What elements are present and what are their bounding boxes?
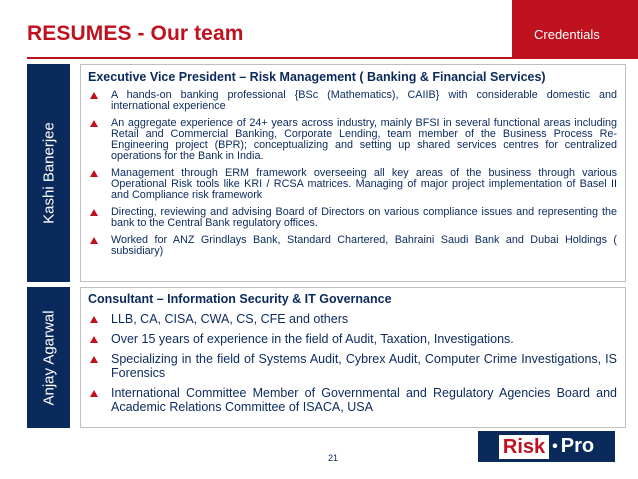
profile-role: Executive Vice President – Risk Management ( Banking & Financial Services) bbox=[88, 70, 546, 84]
page-number: 21 bbox=[328, 453, 339, 463]
list-item: A hands-on banking professional {BSc (Mathematics), CAIIB} with considerable domestic and international experience bbox=[81, 90, 617, 112]
credentials-tab: Credentials bbox=[512, 0, 638, 58]
triangle-bullet-icon bbox=[90, 316, 98, 323]
triangle-bullet-icon bbox=[90, 120, 98, 127]
logo-dot-icon: • bbox=[552, 437, 558, 455]
profile-name: Anjay Agarwal bbox=[40, 309, 57, 406]
header-divider bbox=[27, 57, 638, 59]
logo-pro: Pro bbox=[560, 435, 595, 457]
list-item: Directing, reviewing and advising Board of Directors on various compliance issues and representing the bank to the Central Bank regulatory offices. bbox=[81, 207, 617, 229]
triangle-bullet-icon bbox=[90, 390, 98, 397]
list-item: Specializing in the field of Systems Audit, Cybrex Audit, Computer Crime Investigations, IS Forensics bbox=[81, 352, 617, 380]
profile-name: Kashi Banerjee bbox=[40, 122, 57, 224]
profile-name-band bbox=[27, 64, 70, 282]
triangle-bullet-icon bbox=[90, 356, 98, 363]
triangle-bullet-icon bbox=[90, 170, 98, 177]
logo-risk: Risk bbox=[499, 435, 549, 459]
list-item: Over 15 years of experience in the field of Audit, Taxation, Investigations. bbox=[81, 332, 617, 346]
list-item: An aggregate experience of 24+ years across industry, mainly BFSI in several functional areas including Retail and Commercial Banking, Corporate Lending, team member of the Business Process Re-Engineering project (BPR); conceptualizing and setting up shared services centres for centralized operations for the Bank in India. bbox=[81, 118, 617, 162]
profile-box bbox=[80, 64, 626, 282]
triangle-bullet-icon bbox=[90, 209, 98, 216]
list-item: Worked for ANZ Grindlays Bank, Standard Chartered, Bahraini Saudi Bank and Dubai Holdings ( subsidiary) bbox=[81, 235, 617, 257]
list-item: LLB, CA, CISA, CWA, CS, CFE and others bbox=[81, 312, 617, 326]
list-item: Management through ERM framework overseeing all key areas of the business through various Operational Risk tools like KRI / RCSA matrices. Managing of major project implementation of Basel II and Compliance risk framework bbox=[81, 168, 617, 201]
bullet-list bbox=[81, 90, 625, 257]
profile-box bbox=[80, 287, 626, 428]
triangle-bullet-icon bbox=[90, 92, 98, 99]
list-item: International Committee Member of Governmental and Regulatory Agencies Board and Academic Relations Committee of ISACA, USA bbox=[81, 386, 617, 414]
company-logo bbox=[478, 431, 615, 462]
bullet-list bbox=[81, 312, 625, 414]
triangle-bullet-icon bbox=[90, 336, 98, 343]
page-title: RESUMES - Our team bbox=[27, 22, 244, 45]
triangle-bullet-icon bbox=[90, 237, 98, 244]
profile-name-band bbox=[27, 287, 70, 428]
profile-role: Consultant – Information Security & IT Governance bbox=[88, 292, 392, 306]
